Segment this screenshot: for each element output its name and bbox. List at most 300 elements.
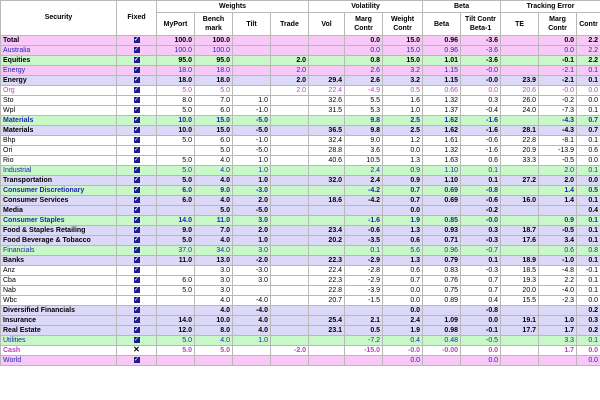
cell-myport[interactable]: 100.0 [157,36,195,46]
cell-te [501,36,539,46]
cell-vol [309,356,345,366]
table-row[interactable] [1,136,600,146]
cell-trade[interactable] [271,286,309,296]
cell-trade[interactable] [271,166,309,176]
cell-myport[interactable]: 5.0 [157,136,195,146]
cell-te-marg-contr: 2.2 [539,276,577,286]
cell-vol-marg-contr: -3.9 [345,286,383,296]
checkbox-checked-icon[interactable]: ✓ [133,76,140,83]
checkbox-checked-icon[interactable]: ✓ [133,266,140,273]
table-row[interactable] [1,216,600,226]
cell-tilt-contr-beta: -0.4 [461,106,501,116]
cell-myport[interactable]: 5.0 [157,286,195,296]
checkbox-checked-icon[interactable]: ✓ [133,276,140,283]
cell-trade[interactable] [271,146,309,156]
cell-tilt[interactable] [233,36,271,46]
checkbox-checked-icon[interactable]: ✓ [133,316,140,323]
cell-trade[interactable] [271,226,309,236]
cell-trade[interactable]: -2.0 [271,346,309,356]
checkbox-checked-icon[interactable]: ✓ [133,186,140,193]
cell-tilt[interactable]: 1.0 [233,166,271,176]
table-row[interactable] [1,286,600,296]
cell-myport[interactable]: 5.0 [157,106,195,116]
cell-tilt[interactable] [233,46,271,56]
table-row[interactable] [1,66,600,76]
cell-myport[interactable]: 6.0 [157,276,195,286]
cell-myport[interactable]: 5.0 [157,336,195,346]
cell-tilt[interactable]: -4.0 [233,296,271,306]
table-row[interactable] [1,56,600,66]
checkbox-checked-icon[interactable]: ✓ [133,196,140,203]
cell-weight-contr: 15.0 [383,56,423,66]
cell-myport[interactable]: 8.0 [157,96,195,106]
cell-vol: 32.0 [309,176,345,186]
cell-tilt-contr-beta: -0.0 [461,216,501,226]
cell-te-marg-contr [539,356,577,366]
cell-te: 19.1 [501,316,539,326]
table-row[interactable] [1,276,600,286]
checkbox-checked-icon[interactable]: ✓ [133,106,140,113]
cell-te-marg-contr: 2.0 [539,176,577,186]
cell-vol: 22.4 [309,86,345,96]
cell-vol-marg-contr [345,206,383,216]
cell-vol [309,56,345,66]
cell-tilt[interactable]: 1.0 [233,176,271,186]
cell-beta: 0.69 [423,196,461,206]
cell-vol-marg-contr: -2.9 [345,256,383,266]
cell-beta: 1.62 [423,126,461,136]
cell-te-marg-contr: 0.0 [539,46,577,56]
table-row[interactable] [1,296,600,306]
cell-benchmark: 4.0 [195,176,233,186]
cell-tilt-contr-beta: -1.6 [461,126,501,136]
cell-weight-contr: 15.0 [383,46,423,56]
cell-myport[interactable] [157,356,195,366]
cell-tilt[interactable]: -3.0 [233,266,271,276]
cell-tilt[interactable]: 3.0 [233,246,271,256]
checkbox-checked-icon[interactable]: ✓ [133,306,140,313]
cell-tilt[interactable]: -1.0 [233,106,271,116]
cell-te: 23.9 [501,76,539,86]
cell-tilt-contr-beta: -0.6 [461,196,501,206]
checkbox-checked-icon[interactable]: ✓ [133,56,140,63]
col-beta: Beta [423,13,461,36]
cell-tilt[interactable]: 1.0 [233,96,271,106]
cell-contr: 0.1 [577,286,600,296]
cell-trade[interactable] [271,256,309,266]
cell-beta: 1.32 [423,96,461,106]
checkbox-checked-icon[interactable]: ✓ [133,336,140,343]
cell-myport[interactable]: 12.0 [157,326,195,336]
table-row[interactable] [1,46,600,56]
table-row[interactable] [1,106,600,116]
cell-trade[interactable] [271,116,309,126]
cell-myport[interactable] [157,146,195,156]
cell-vol [309,306,345,316]
cell-myport[interactable] [157,266,195,276]
cell-tilt[interactable]: 4.0 [233,326,271,336]
fixed-cell [117,176,157,186]
cell-myport[interactable]: 10.0 [157,126,195,136]
table-row[interactable] [1,326,600,336]
checkbox-checked-icon[interactable]: ✓ [133,116,140,123]
cell-tilt[interactable]: 2.0 [233,226,271,236]
cell-te [501,116,539,126]
cell-vol-marg-contr: -4.9 [345,86,383,96]
cell-te: 22.8 [501,136,539,146]
cell-beta: 0.75 [423,286,461,296]
table-row[interactable] [1,346,600,356]
cell-myport[interactable]: 18.0 [157,66,195,76]
cell-beta: 0.79 [423,256,461,266]
table-row[interactable] [1,316,600,326]
table-row[interactable] [1,166,600,176]
cell-te-marg-contr: 1.7 [539,326,577,336]
cell-contr: 2.2 [577,56,600,66]
fixed-cell [117,186,157,196]
cell-contr: 0.1 [577,106,600,116]
cell-tilt[interactable]: -4.0 [233,306,271,316]
table-row[interactable] [1,76,600,86]
checkbox-checked-icon[interactable]: ✓ [133,166,140,173]
security-name: Consumer Discretionary [1,186,117,196]
cell-benchmark: 5.0 [195,146,233,156]
col-benchmark: Bench mark [195,13,233,36]
table-row[interactable] [1,336,600,346]
cell-tilt[interactable]: -2.0 [233,256,271,266]
cell-te-marg-contr: -0.2 [539,96,577,106]
cell-trade[interactable] [271,236,309,246]
cell-trade[interactable] [271,266,309,276]
security-name: Diversified Financials [1,306,117,316]
table-row[interactable] [1,206,600,216]
cell-tilt-contr-beta: 0.6 [461,156,501,166]
cell-te-marg-contr: -0.5 [539,156,577,166]
checkbox-checked-icon[interactable]: ✓ [133,36,140,43]
checkbox-checked-icon[interactable]: ✓ [133,356,140,363]
cell-vol [309,346,345,356]
cell-tilt[interactable]: 1.0 [233,156,271,166]
cell-tilt-contr-beta: 0.4 [461,296,501,306]
cell-te: 26.0 [501,96,539,106]
cell-trade[interactable] [271,176,309,186]
cell-weight-contr: 0.7 [383,276,423,286]
cell-myport[interactable]: 10.0 [157,116,195,126]
table-row[interactable] [1,256,600,266]
cell-trade[interactable] [271,126,309,136]
cell-beta: 1.01 [423,56,461,66]
table-row[interactable] [1,306,600,316]
header-fixed: Fixed [117,1,157,36]
checkbox-checked-icon[interactable]: ✓ [133,66,140,73]
security-name: Financials [1,246,117,256]
cell-tilt[interactable]: -5.0 [233,126,271,136]
cell-vol: 29.4 [309,76,345,86]
cell-tilt[interactable] [233,86,271,96]
cell-benchmark: 6.0 [195,106,233,116]
cell-trade[interactable] [271,106,309,116]
checkbox-checked-icon[interactable]: ✓ [133,206,140,213]
cell-beta: 0.96 [423,46,461,56]
cell-tilt[interactable] [233,356,271,366]
cell-tilt[interactable]: 1.0 [233,236,271,246]
cell-contr: 0.1 [577,66,600,76]
checkbox-checked-icon[interactable]: ✓ [133,216,140,223]
table-row[interactable] [1,146,600,156]
cell-tilt[interactable]: 1.0 [233,336,271,346]
cell-vol-marg-contr: -7.2 [345,336,383,346]
cell-contr: 0.1 [577,136,600,146]
cell-te [501,216,539,226]
checkbox-checked-icon[interactable]: ✓ [133,226,140,233]
security-name: Nab [1,286,117,296]
cell-trade[interactable] [271,156,309,166]
cell-tilt[interactable] [233,346,271,356]
cell-te-marg-contr: 1.4 [539,196,577,206]
cell-trade[interactable] [271,186,309,196]
cell-myport[interactable]: 6.0 [157,186,195,196]
cell-contr: 0.1 [577,236,600,246]
cell-weight-contr: 1.9 [383,326,423,336]
cell-vol-marg-contr: 0.5 [345,326,383,336]
checkbox-checked-icon[interactable]: ✓ [133,236,140,243]
checkbox-checked-icon[interactable]: ✓ [133,246,140,253]
checkbox-checked-icon[interactable]: ✓ [133,256,140,263]
cell-contr: 0.2 [577,306,600,316]
cell-trade[interactable]: 2.0 [271,56,309,66]
cell-benchmark: 11.0 [195,216,233,226]
cell-weight-contr: 0.0 [383,356,423,366]
security-name: Banks [1,256,117,266]
cell-benchmark: 3.0 [195,266,233,276]
cell-te [501,336,539,346]
cell-weight-contr: 2.5 [383,116,423,126]
cell-myport[interactable] [157,206,195,216]
cell-benchmark: 100.0 [195,46,233,56]
table-row[interactable] [1,36,600,46]
cell-te-marg-contr: -4.3 [539,116,577,126]
cell-tilt[interactable]: 3.0 [233,276,271,286]
cell-vol-marg-contr: 9.0 [345,136,383,146]
cell-vol-marg-contr: -3.5 [345,236,383,246]
cell-contr: 0.0 [577,176,600,186]
checkbox-checked-icon[interactable]: ✓ [133,286,140,293]
cell-myport[interactable]: 5.0 [157,346,195,356]
cell-te [501,356,539,366]
cell-benchmark: 4.0 [195,236,233,246]
cell-trade[interactable] [271,276,309,286]
cell-weight-contr: 0.7 [383,196,423,206]
cell-trade[interactable] [271,296,309,306]
cell-beta: 0.69 [423,186,461,196]
cell-trade[interactable] [271,136,309,146]
cell-vol-marg-contr [345,356,383,366]
cell-trade[interactable] [271,316,309,326]
cell-tilt-contr-beta: -0.1 [461,326,501,336]
cell-tilt[interactable] [233,66,271,76]
table-row[interactable] [1,116,600,126]
checkbox-checked-icon[interactable]: ✓ [133,126,140,133]
cell-tilt[interactable]: -1.0 [233,136,271,146]
table-row[interactable] [1,86,600,96]
cell-myport[interactable]: 5.0 [157,156,195,166]
fixed-cell [117,266,157,276]
checkbox-checked-icon[interactable]: ✓ [133,46,140,53]
cell-trade[interactable] [271,46,309,56]
cell-tilt-contr-beta: -0.0 [461,76,501,86]
cell-vol: 20.7 [309,296,345,306]
cell-tilt[interactable] [233,56,271,66]
cell-myport[interactable]: 9.0 [157,226,195,236]
cell-weight-contr: 0.0 [383,306,423,316]
cell-vol-marg-contr: 5.3 [345,106,383,116]
checkbox-checked-icon[interactable]: ✓ [133,96,140,103]
cell-vol [309,46,345,56]
cell-te-marg-contr: 1.4 [539,186,577,196]
cell-te-marg-contr: -2.1 [539,76,577,86]
cell-benchmark: 9.0 [195,186,233,196]
cell-myport[interactable]: 14.0 [157,216,195,226]
cell-tilt-contr-beta: -0.6 [461,136,501,146]
cell-trade[interactable] [271,306,309,316]
cell-myport[interactable]: 6.0 [157,196,195,206]
table-row[interactable] [1,356,600,366]
cell-tilt[interactable]: 2.0 [233,196,271,206]
cell-weight-contr: 3.2 [383,76,423,86]
cell-benchmark: 34.0 [195,246,233,256]
cell-beta: 1.15 [423,66,461,76]
table-row[interactable] [1,236,600,246]
security-name: Equities [1,56,117,66]
cell-beta: 0.85 [423,216,461,226]
table-row[interactable] [1,186,600,196]
checkbox-checked-icon[interactable]: ✓ [133,326,140,333]
table-row[interactable] [1,96,600,106]
cell-vol-marg-contr: 10.5 [345,156,383,166]
cell-trade[interactable] [271,356,309,366]
cell-myport[interactable]: 5.0 [157,176,195,186]
fixed-cell [117,136,157,146]
cell-te [501,186,539,196]
cell-tilt[interactable]: 3.0 [233,216,271,226]
cell-myport[interactable]: 37.0 [157,246,195,256]
cell-contr: 0.0 [577,356,600,366]
cell-te [501,246,539,256]
cell-myport[interactable] [157,306,195,316]
table-row[interactable] [1,156,600,166]
cell-trade[interactable] [271,336,309,346]
cell-tilt-contr-beta: 0.7 [461,276,501,286]
cell-te: 20.6 [501,86,539,96]
table-row[interactable] [1,126,600,136]
cell-trade[interactable]: 2.0 [271,66,309,76]
cell-trade[interactable] [271,216,309,226]
checkbox-checked-icon[interactable]: ✓ [133,176,140,183]
fixed-cell [117,276,157,286]
cell-tilt-contr-beta: -1.6 [461,116,501,126]
table-row[interactable] [1,266,600,276]
cell-te-marg-contr: -13.9 [539,146,577,156]
cell-weight-contr: 2.4 [383,316,423,326]
cell-myport[interactable] [157,296,195,306]
cross-icon[interactable]: ✕ [133,345,140,354]
cell-te-marg-contr: -2.1 [539,66,577,76]
cell-trade[interactable] [271,206,309,216]
cell-vol-marg-contr: 0.8 [345,56,383,66]
cell-myport[interactable]: 100.0 [157,46,195,56]
cell-trade[interactable] [271,96,309,106]
cell-myport[interactable]: 95.0 [157,56,195,66]
cell-vol-marg-contr: 9.8 [345,126,383,136]
checkbox-checked-icon[interactable]: ✓ [133,296,140,303]
cell-myport[interactable]: 18.0 [157,76,195,86]
table-row[interactable] [1,196,600,206]
cell-contr: 0.0 [577,96,600,106]
cell-myport[interactable]: 11.0 [157,256,195,266]
cell-trade[interactable] [271,36,309,46]
table-row[interactable] [1,176,600,186]
cell-trade[interactable]: 2.0 [271,76,309,86]
cell-te [501,346,539,356]
checkbox-checked-icon[interactable]: ✓ [133,156,140,163]
fixed-cell [117,196,157,206]
cell-vol-marg-contr: 0.0 [345,46,383,56]
cell-weight-contr: -0.0 [383,346,423,356]
col-te-marg-contr: Marg Contr [539,13,577,36]
cell-tilt[interactable]: -5.0 [233,146,271,156]
cell-beta: 1.15 [423,76,461,86]
cell-myport[interactable]: 14.0 [157,316,195,326]
security-name: Wbc [1,296,117,306]
checkbox-checked-icon[interactable]: ✓ [133,146,140,153]
cell-myport[interactable]: 5.0 [157,236,195,246]
security-name: Utilities [1,336,117,346]
cell-weight-contr: 0.9 [383,166,423,176]
cell-vol-marg-contr: -1.6 [345,216,383,226]
cell-tilt[interactable]: 4.0 [233,316,271,326]
cell-benchmark: 4.0 [195,306,233,316]
cell-tilt[interactable]: -5.0 [233,116,271,126]
cell-trade[interactable] [271,196,309,206]
cell-te [501,46,539,56]
cell-tilt-contr-beta: 0.3 [461,96,501,106]
cell-beta: 1.37 [423,106,461,116]
cell-tilt[interactable]: -5.0 [233,206,271,216]
table-row[interactable] [1,226,600,236]
cell-trade[interactable] [271,326,309,336]
cell-te: 15.5 [501,296,539,306]
cell-trade[interactable] [271,246,309,256]
cell-weight-contr: 1.0 [383,106,423,116]
cell-myport[interactable]: 5.0 [157,86,195,96]
cell-vol-marg-contr: -2.8 [345,266,383,276]
security-name: Org [1,86,117,96]
cell-vol [309,246,345,256]
cell-te-marg-contr: 1.7 [539,346,577,356]
cell-vol-marg-contr: -4.2 [345,196,383,206]
cell-te [501,56,539,66]
cell-tilt[interactable]: -3.0 [233,186,271,196]
cell-tilt[interactable] [233,76,271,86]
checkbox-checked-icon[interactable]: ✓ [133,136,140,143]
checkbox-checked-icon[interactable]: ✓ [133,86,140,93]
cell-te-marg-contr: -4.3 [539,126,577,136]
table-row[interactable] [1,246,600,256]
fixed-cell [117,86,157,96]
cell-trade[interactable]: 2.0 [271,86,309,96]
cell-myport[interactable]: 5.0 [157,166,195,176]
cell-tilt[interactable] [233,286,271,296]
